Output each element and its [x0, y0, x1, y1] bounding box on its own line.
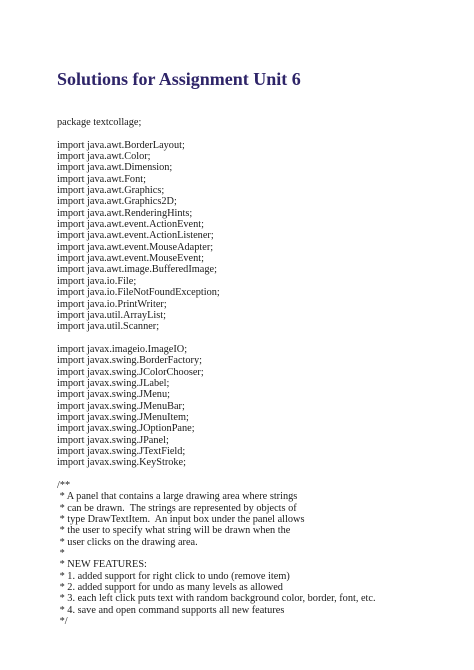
- code-line: import javax.imageio.ImageIO;: [57, 343, 188, 355]
- code-line: import javax.swing.BorderFactory;: [57, 355, 202, 367]
- code-line: * 1. added support for right click to undo (remove item): [57, 570, 290, 582]
- document-title: Solutions for Assignment Unit 6: [57, 69, 301, 89]
- code-line: import javax.swing.KeyStroke;: [57, 457, 186, 469]
- code-line: * 2. added support for undo as many levels as allowed: [57, 582, 283, 594]
- code-line: import java.awt.BorderLayout;: [57, 139, 185, 151]
- code-line: import javax.swing.JMenuBar;: [57, 400, 185, 412]
- code-line: * 3. each left click puts text with random background color, border, font, etc.: [57, 593, 376, 605]
- code-line: import javax.swing.JMenuItem;: [57, 411, 189, 423]
- code-line: import java.io.File;: [57, 275, 137, 287]
- code-line: import java.util.Scanner;: [57, 321, 160, 333]
- code-line: * NEW FEATURES:: [57, 559, 147, 571]
- code-line: */: [57, 616, 68, 628]
- code-line: * A panel that contains a large drawing area where strings: [57, 491, 298, 503]
- code-line: * the user to specify what string will be drawn when the: [57, 525, 291, 537]
- code-line: * 4. save and open command supports all new features: [57, 604, 285, 616]
- code-line: import java.awt.event.ActionListener;: [57, 230, 214, 242]
- code-listing: [57, 117, 457, 627]
- code-line: import javax.swing.JPanel;: [57, 434, 169, 446]
- code-line: import java.awt.event.MouseEvent;: [57, 253, 204, 265]
- code-line: import java.util.ArrayList;: [57, 309, 166, 321]
- code-line: * user clicks on the drawing area.: [57, 536, 198, 548]
- code-line: [57, 128, 457, 139]
- code-line: * can be drawn. The strings are represented by objects of: [57, 502, 297, 514]
- code-line: * type DrawTextItem. An input box under the panel allows: [57, 514, 305, 526]
- code-line: import java.io.PrintWriter;: [57, 298, 167, 310]
- code-line: import javax.swing.JColorChooser;: [57, 366, 204, 378]
- code-line: /**: [57, 480, 71, 491]
- code-line: import java.awt.Graphics2D;: [57, 196, 177, 208]
- code-line: import java.awt.RenderingHints;: [57, 207, 193, 219]
- code-line: import java.awt.event.MouseAdapter;: [57, 241, 214, 253]
- code-line: import javax.swing.JMenu;: [57, 389, 170, 401]
- code-line: import java.awt.Dimension;: [57, 162, 173, 174]
- code-line: package textcollage;: [57, 117, 142, 128]
- code-line: import java.awt.event.ActionEvent;: [57, 219, 204, 231]
- code-line: *: [57, 548, 65, 560]
- code-line: [57, 469, 457, 480]
- code-line: import java.awt.Font;: [57, 173, 146, 185]
- code-line: import java.awt.Graphics;: [57, 185, 165, 197]
- code-line: import java.io.FileNotFoundException;: [57, 287, 220, 299]
- code-line: import java.awt.Color;: [57, 151, 151, 163]
- code-line: import javax.swing.JOptionPane;: [57, 423, 195, 435]
- code-line: [57, 333, 457, 344]
- code-line: import javax.swing.JLabel;: [57, 377, 170, 389]
- code-line: import java.awt.image.BufferedImage;: [57, 264, 217, 276]
- code-line: import javax.swing.JTextField;: [57, 445, 186, 457]
